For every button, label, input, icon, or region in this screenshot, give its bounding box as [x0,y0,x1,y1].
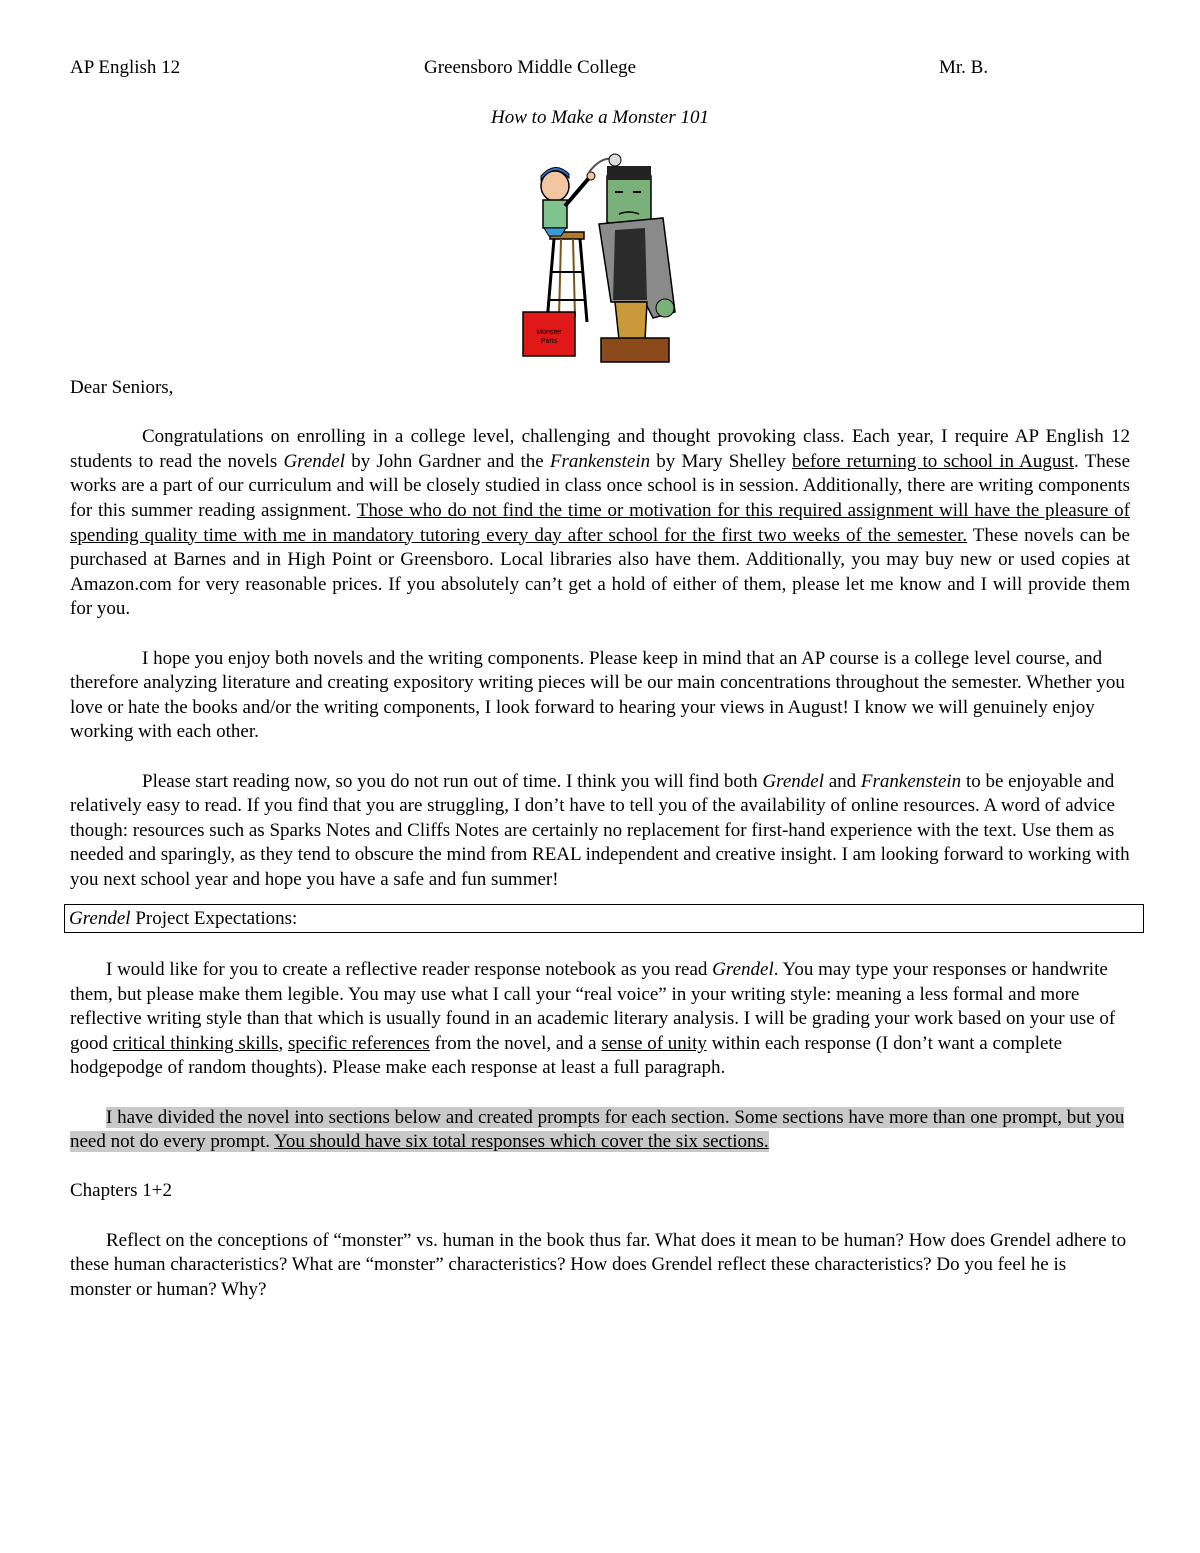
expectations-paragraph-1: I would like for you to create a reflective reader response notebook as you read Grendel. You may type your responses or handwrite them, but please make them legible. You may use what I call your “real voice” in your writing style: meaning a less formal and more reflective writing style than that which is usually found in an academic literary analysis. I will be grading your work based on your use of good critical thinking skills, specific references from the novel, and a sense of unity within each response (I don’t want a complete hodgepodge of random thoughts). Please make each response at least a full paragraph. [70,959,1116,1079]
document-title: How to Make a Monster 101 [491,107,709,128]
school-name: Greensboro Middle College [424,57,637,78]
expectations-paragraph-2: I have divided the novel into sections below and created prompts for each section. Some sections have more than one prompt, but you need not do every prompt. You should have six total responses which cover the six sections. [70,1106,1125,1153]
letter-paragraph-2: I hope you enjoy both novels and the writing components. Please keep in mind that an AP course is a college level course, and therefore analyzing literature and creating expository writing pieces will be our main concentrations throughout the semester. Whether you love or hate the books and/or the writing components, I look forward to hearing your views in August! I know we will genuinely enjoy working with each other. [70,647,1125,743]
letter-paragraph-3: Please start reading now, so you do not run out of time. I think you will find both Grendel and Frankenstein to be enjoyable and relatively easy to read. If you find that you are struggling, I don’t have to tell you of the availability of online resources. A word of advice though: resources such as Sparks Notes and Cliffs Notes are certainly no replacement for first-hand experience with the text. Use them as needed and sparingly, as they tend to obscure the mind from REAL independent and creative insight. I am looking forward to working with you next school year and hope you have a safe and fun summer! [70,770,1130,890]
salutation: Dear Seniors, [70,377,174,398]
section-prompt: Reflect on the conceptions of “monster” vs. human in the book thus far. What does it mean to be human? How does Grendel adhere to these human characteristics? What are “monster” characteristics? How does Grendel reflect these characteristics? Do you feel he is monster or human? Why? [70,1229,1127,1300]
letter-paragraph-1: Congratulations on enrolling in a college level, challenging and thought provoking class. Each year, I require AP English 12 students to read the novels Grendel by John Gardner and the Frankenstein by Mary Shelley before returning to school in August. These works are a part of our curriculum and will be closely studied in class once school is in session. Additionally, there are writing components for this summer reading assignment. Those who do not find the time or motivation for this required assignment will have the pleasure of spending quality time with me in mandatory tutoring every day after school for the first two weeks of the semester. These novels can be purchased at Barnes and in High Point or Greensboro. Local libraries also have them. Additionally, you may buy new or used copies at Amazon.com for very reasonable prices. If you absolutely can’t get a hold of either of them, please let me know and I will provide them for you. [70,426,1130,620]
section-title: Chapters 1+2 [70,1180,173,1202]
box-label-1: Monster [536,329,562,336]
teacher-name: Mr. B. [939,57,989,78]
box-label-2: Parts [540,338,558,345]
frankenstein-monster-cartoon-icon [515,132,685,368]
course-name: AP English 12 [70,57,181,78]
document-header [70,56,1130,82]
document-page [70,56,1130,1302]
project-expectations-heading: Grendel Project Expectations: [64,904,1144,933]
